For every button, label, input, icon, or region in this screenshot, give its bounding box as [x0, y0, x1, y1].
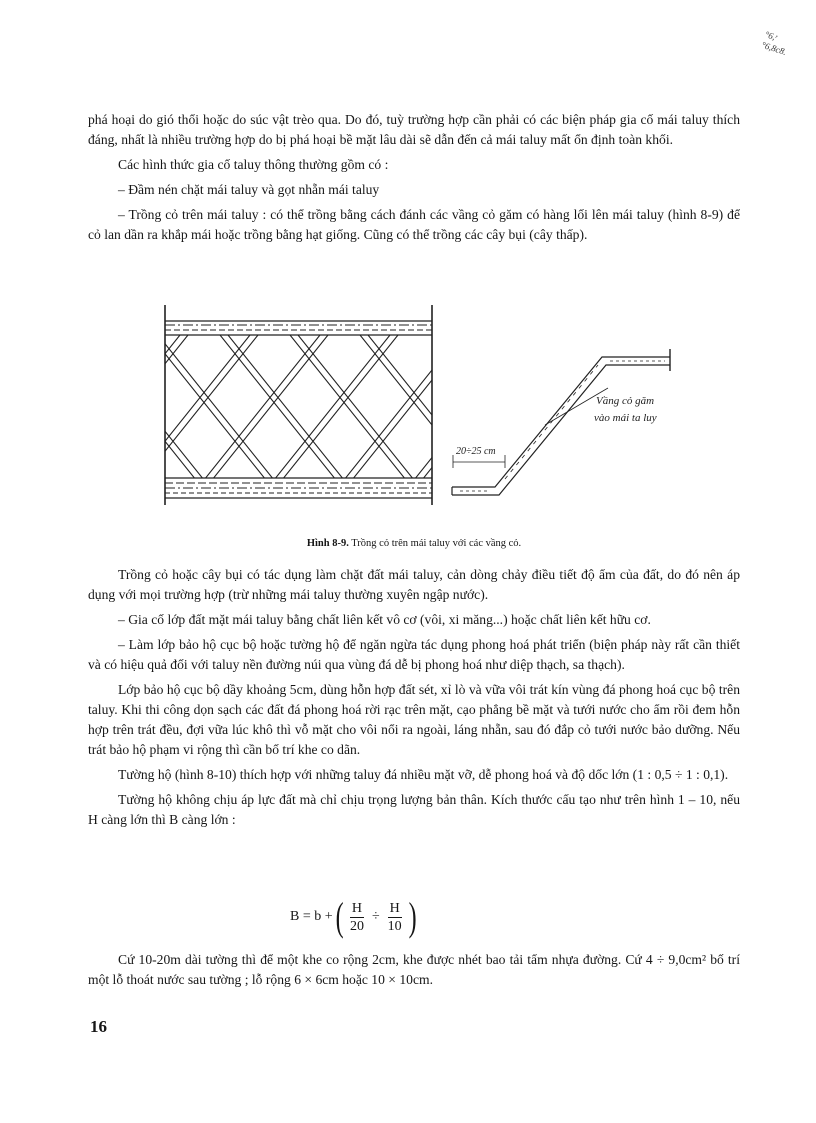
paragraph: Trồng cỏ hoặc cây bụi có tác dụng làm chặt đất mái taluy, cản dòng chảy điều tiết độ ẩm của đất, do đó nên áp dụng với mọi trường hợp (trừ những mái taluy thường xuyên ngập nước). [88, 567, 740, 602]
caption-text: Trồng cỏ trên mái taluy với các vầng cỏ. [351, 538, 522, 549]
sod-label-line-2: vào mái ta luy [594, 412, 657, 424]
fraction-1 [348, 900, 366, 935]
fraction-2-denominator: 10 [387, 918, 402, 934]
corner-stamp-line-2: °6,8c8. [760, 39, 788, 58]
paragraph: – Gia cố lớp đất mặt mái taluy bằng chất liên kết vô cơ (vôi, xi măng...) hoặc chất liên kết hữu cơ. [118, 612, 651, 627]
formula [290, 893, 419, 941]
paragraph: Tường hộ không chịu áp lực đất mà chỉ chịu trọng lượng bản thân. Kích thước cấu tạo như trên hình 1 – 10, nếu H càng lớn thì B càng lớn : [88, 792, 740, 827]
top-band [165, 321, 432, 335]
corner-stamp [756, 29, 815, 79]
figure-8-9 [160, 305, 700, 505]
fraction-1-numerator: H [351, 900, 363, 916]
fraction-2-numerator: H [389, 900, 400, 916]
formula-operator: ÷ [371, 909, 380, 924]
paragraph: Các hình thức gia cố taluy thông thường gồm có : [118, 157, 389, 172]
bottom-band [165, 478, 432, 498]
sod-lattice [160, 335, 538, 485]
paragraph: phá hoại do gió thổi hoặc do súc vật trèo qua. Do đó, tuỳ trường hợp cần phải có các biện pháp gia cố mái taluy thích đáng, nhất là nhiều trường hợp do bị phá hoại bề mặt lâu dài sẽ dẫn đến cả mái taluy mất ổn định toàn khối. [88, 112, 740, 147]
text-block-last [88, 950, 740, 995]
paragraph: Cứ 10-20m dài tường thì để một khe co rộng 2cm, khe được nhét bao tải tẩm nhựa đường. Cứ 4 ÷ 9,0cm² bố trí một lỗ thoát nước sau tường ; lỗ rộng 6 × 6cm hoặc 10 × 10cm. [88, 952, 740, 987]
caption-label: Hình 8-9. [306, 538, 349, 549]
formula-open-paren: ( [335, 894, 344, 939]
sod-label-line-1: Vầng cỏ găm [596, 395, 655, 407]
figure-drawing [160, 305, 700, 505]
page-number: 16 [90, 1017, 107, 1036]
fraction-1-denominator: 20 [349, 918, 364, 934]
text-block-bottom [88, 565, 740, 835]
formula-close-paren: ) [408, 894, 417, 939]
corner-stamp-line-1: °6,ʳ [763, 29, 779, 43]
paragraph: – Trồng cỏ trên mái taluy : có thể trồng bằng cách đánh các vầng cỏ găm có hàng lối lên mái taluy (hình 8-9) để cỏ lan dần ra khắp mái hoặc trồng bằng hạt giống. Cũng có thể trồng các cây bụi (cây thấp). [88, 207, 740, 242]
figure-caption [88, 538, 740, 549]
text-block-top [88, 110, 740, 250]
paragraph: Lớp bảo hộ cục bộ dầy khoảng 5cm, dùng hỗn hợp đất sét, xỉ lò và vữa vôi trát kín vùng đá phong hoá cục bộ trên taluy. Khi thi công dọn sạch các đất đá phong hoá rời rạc trên mặt, cạo phẳng bề mặt và tưới nước cho ẩm rồi đem hỗn hợp trên trát đều, đợi vữa lúc khô thì vỗ mặt cho vôi nổi ra ngoài, láng nhẵn, sau đó đắp cỏ tưới nước bảo dưỡng. Nếu trát bảo hộ phạm vi rộng thì cần bố trí khe co dãn. [88, 682, 740, 757]
paragraph: Tường hộ (hình 8-10) thích hợp với những taluy đá nhiều mặt vỡ, dễ phong hoá và độ dốc lớn (1 : 0,5 ÷ 1 : 0,1). [118, 767, 729, 782]
dimension-label: 20÷25 cm [456, 446, 496, 457]
paragraph: – Đầm nén chặt mái taluy và gọt nhẵn mái taluy [118, 182, 380, 197]
paragraph: – Làm lớp bảo hộ cục bộ hoặc tường hộ để ngăn ngừa tác dụng phong hoá phát triển (biện pháp này rất cần thiết và có hiệu quả đối với taluy nền đường núi qua vùng đá dễ bị phong hoá như diệp thạch, sa thạch). [88, 637, 740, 672]
fraction-2 [386, 900, 404, 935]
formula-lhs: B = b + [290, 909, 333, 924]
